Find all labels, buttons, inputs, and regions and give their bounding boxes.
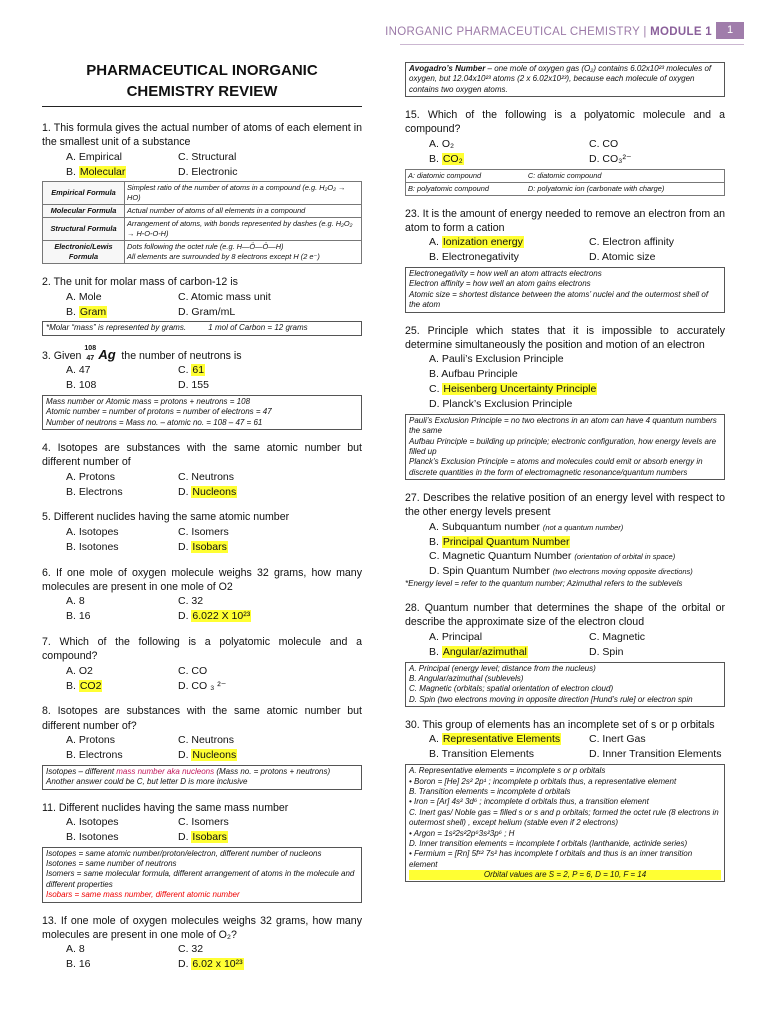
left-column [42, 58, 362, 972]
options-q15: A. O₂ C. CO B. CO₂ D. CO₃²⁻ [429, 137, 632, 165]
header-rule [400, 44, 744, 45]
answer-highlight: Heisenberg Uncertainty Principle [443, 382, 597, 395]
running-header: INORGANIC PHARMACEUTICAL CHEMISTRY | MODULE 1 [385, 26, 712, 38]
options-q30: A. Representative Elements C. Inert Gas B. Transition Elements D. Inner Transition Elements [429, 733, 722, 761]
answer-highlight: 6.02 x 10²³ [192, 958, 243, 971]
options-q1: A. Empirical C. Structural B. Molecular D. Electronic [66, 150, 238, 178]
answer-highlight: CO₂ [442, 152, 463, 165]
note-q30: A. Representative elements = incomplete s or p orbitals • Boron = [He] 2s² 2p¹ ; incomplete p orbitals thus, a representative element B. Transition elements = incomplete d orbitals • Iron = [Ar] 4s² 3d⁶ ; incomplete d orbitals thus, a transition element C. Inert gas/ Noble gas = filled s or s and p orbitals; formed the octet rule (8 electrons in outermost shell) , except helium (stable even if 2 electrons) • Argon = 1s²2s²2p⁶3s²3p⁶ ; H D. Inner transition elements = incomplete f orbitals (lanthanide, actinide series) • Fermium = [Rn] 5f¹² 7s² has incomplete f orbitals and thus is an inner transition element Orbital values are S = 2, P = 6, D = 10, F = 14 [405, 764, 725, 882]
answer-highlight: Gram [79, 305, 107, 318]
options-q6: A. 8 C. 32 B. 16 D. 6.022 X 10²³ [66, 595, 251, 623]
answer-highlight: Nucleons [192, 485, 237, 498]
answer-highlight: Isobars [192, 540, 227, 553]
question-8: 8. Isotopes are substances with the same atomic number but different number of? [42, 705, 362, 732]
answer-highlight: 6.022 X 10²³ [192, 610, 251, 623]
options-q3: A. 47 C. 61 B. 108 D. 155 [66, 364, 209, 391]
right-column [405, 60, 725, 882]
formula-table: Empirical Formula Simplest ratio of the number of atoms in a compound (e.g. H₂O₂ → HO) Molecular Formula Actual number of atoms of all elements in a compound Structural Formula Arrangement of atoms, with bonds represented by dashes (e.g. H₂O₂ → H-O-O-H) Electronic/Lewis Formula Dots following the octet rule (e.g. H—Ö—Ö—H) All elements are surrounded by 8 electrons except H (2 e⁻) [42, 181, 362, 264]
orbital-values-row: Orbital values are S = 2, P = 6, D = 10, F = 14 [409, 870, 721, 880]
options-q8: A. Protons C. Neutrons B. Electrons D. Nucleons [66, 734, 237, 761]
answer-highlight: Principal Quantum Number [442, 535, 570, 548]
note-q2: *Molar “mass” is represented by grams. 1 mol of Carbon = 12 grams [42, 321, 362, 335]
question-3: 3. Given 108 47 Ag the number of neutrons is [42, 344, 242, 362]
isotope-notation: 108 47 Ag [84, 344, 116, 362]
note-q23: Electronegativity = how well an atom attracts electrons Electron affinity = how well an atom gains electrons Atomic size = shortest distance between the atoms’ nuclei and the outermost shell of the atom [405, 267, 725, 313]
answer-highlight: Angular/azimuthal [442, 645, 527, 658]
options-q28: A. Principal C. Magnetic B. Angular/azimuthal D. Spin [429, 630, 646, 658]
note-q27: *Energy level = refer to the quantum number; Azimuthal refers to the sublevels [405, 579, 683, 589]
options-q2: A. Mole C. Atomic mass unit B. Gram D. Gram/mL [66, 290, 271, 318]
note-q11: Isotopes = same atomic number/proton/electron, different number of nucleons Isotones = same number of neutrons Isomers = same molecular formula, different arrangement of atoms in the molecule and different properties Isobars = same mass number, different atomic number [42, 847, 362, 903]
question-15: 15. Which of the following is a polyatomic molecule and a compound? [405, 109, 725, 136]
title-rule [42, 106, 362, 107]
note-q25: Pauli’s Exclusion Principle = no two electrons in an atom can have 4 quantum numbers the same Aufbau Principle = building up principle; electronic configuration, how energy levels are filled up Planck’s Exclusion Principle = atoms and molecules could emit or absorb energy in discrete quantities in the form of electromagnetic resonance/quantum numbers [405, 414, 725, 480]
question-7: 7. Which of the following is a polyatomic molecule and a compound? [42, 636, 362, 663]
page-number: 1 [716, 22, 744, 39]
options-q27: A. Subquantum number (not a quantum number) B. Principal Quantum Number C. Magnetic Quantum Number (orientation of orbital in space) D. Spin Quantum Number (two electrons moving opposite directions) [429, 520, 693, 578]
answer-highlight: Ionization energy [442, 236, 523, 249]
answer-highlight: 61 [192, 364, 205, 377]
question-23: 23. It is the amount of energy needed to remove an electron from an atom to form a cation [405, 207, 725, 234]
options-q11: A. Isotopes C. Isomers B. Isotones D. Isobars [66, 815, 229, 843]
options-q23: A. Ionization energy C. Electron affinity B. Electronegativity D. Atomic size [429, 236, 675, 264]
question-13: 13. If one mole of oxygen molecules weighs 32 grams, how many molecules are present in one mole of O₂? [42, 914, 362, 941]
question-28: 28. Quantum number that determines the shape of the orbital or describe the approximate size of the electron cloud [405, 602, 725, 629]
note-q28: A. Principal (energy level; distance from the nucleus) B. Angular/azimuthal (sublevels) C. Magnetic (orbitals; spatial orientation of electron cloud) D. Spin (two electrons moving in opposite direction [Hund’s rule] or electron spin [405, 662, 725, 708]
note-q15: A: diatomic compound C: diatomic compound B: polyatomic compound D: polyatomic ion (carbonate with charge) [405, 169, 725, 196]
note-q8: Isotopes – different mass number aka nucleons (Mass no. = protons + neutrons) Another answer could be C, but letter D is more inclusive [42, 765, 362, 790]
answer-highlight: CO2 [79, 679, 102, 692]
options-q25: A. Pauli’s Exclusion Principle B. Aufbau Principle C. Heisenberg Uncertainty Principle D. Planck’s Exclusion Principle [429, 353, 597, 410]
options-q4: A. Protons C. Neutrons B. Electrons D. Nucleons [66, 470, 237, 498]
note-q3: Mass number or Atomic mass = protons + neutrons = 108 Atomic number = number of protons = number of electrons = 47 Number of neutrons = Mass no. – atomic no. = 108 – 47 = 61 [42, 395, 362, 430]
question-11: 11. Different nuclides having the same mass number [42, 801, 289, 814]
options-q7: A. O2 C. CO B. CO2 D. CO ₃ ²⁻ [66, 664, 227, 692]
question-4: 4. Isotopes are substances with the same atomic number but different number of [42, 442, 362, 469]
document-title: PHARMACEUTICAL INORGANIC CHEMISTRY REVIEW [86, 62, 318, 100]
answer-highlight: Isobars [192, 830, 227, 843]
question-1: 1. This formula gives the actual number of atoms of each element in the smallest unit of a substance [42, 122, 362, 149]
options-q5: A. Isotopes C. Isomers B. Isotones D. Isobars [66, 525, 229, 553]
answer-highlight: Representative Elements [442, 733, 561, 746]
avogadro-note: Avogadro’s Number – one mole of oxygen gas (O₂) contains 6.02x10²³ molecules of oxygen, but 12.04x10²³ atoms (2 x 6.02x10²³), because each molecule of oxygen contains two oxygen atoms. [405, 62, 725, 97]
question-5: 5. Different nuclides having the same atomic number [42, 511, 290, 524]
question-27: 27. Describes the relative position of an energy level with respect to the other energy levels present [405, 492, 725, 519]
question-25: 25. Principle which states that it is impossible to accurately determine simultaneously the position and motion of an electron [405, 324, 725, 351]
options-q13: A. 8 C. 32 B. 16 D. 6.02 x 10²³ [66, 943, 243, 971]
answer-highlight: Nucleons [192, 748, 237, 761]
answer-highlight: Molecular [79, 165, 126, 178]
question-2: 2. The unit for molar mass of carbon-12 is [42, 276, 238, 289]
question-30: 30. This group of elements has an incomplete set of s or p orbitals [405, 719, 715, 732]
question-6: 6. If one mole of oxygen molecule weighs 32 grams, how many molecules are present in one mole of O2 [42, 566, 362, 593]
